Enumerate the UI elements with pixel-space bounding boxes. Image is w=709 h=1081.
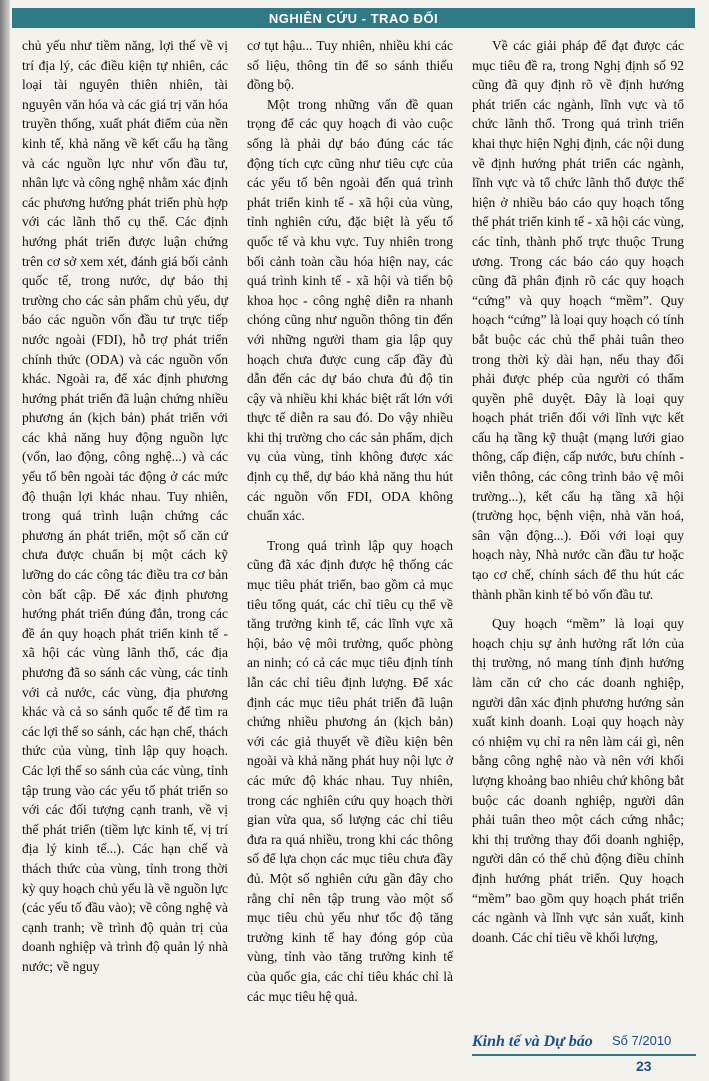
paragraph: chủ yếu như tiềm năng, lợi thế về vị trí địa lý, các điều kiện tự nhiên, các loại tài nguyên thiên nhiên, tài nguyên văn hóa và các giá trị văn hóa truyền thống, xuất phát điểm của nền kinh tế, khả năng về kết cấu hạ tầng và các nguồn lực như vốn đầu tư, nhân lực và công nghệ nhằm xác định các phương hướng phát triển phù hợp với các lãnh thổ cụ thể. Các định hướng phát triển được luận chứng trên cơ sở xem xét, đánh giá bối cảnh quốc tế, trong nước, dự báo thị trường cho các sản phẩm chủ yếu, dự báo các nguồn vốn đầu tư trực tiếp nước ngoài (FDI), hỗ trợ phát triển chính thức (ODA) và các nguồn vốn khác. Ngoài ra, để xác định phương hướng phát triển đã luận chứng nhiều phương án (kịch bản) phát triển với các khả năng huy động nguồn lực (vốn, lao động, công nghệ...) và các yếu tố bên ngoài tác động ở các mức độ thuận lợi khác nhau. Tuy nhiên, trong quá trình luận chứng các phương án phát triển, một số căn cứ chưa được chuẩn bị một cách kỹ lưỡng do các công tác điều tra cơ bản còn bất cập. Để xác định phương hướng phát triển đúng đắn, trong các đề án quy hoạch phát triển kinh tế - xã hội các vùng lãnh thổ, các địa phương đã so sánh các vùng, các tỉnh với cả nước, các vùng, địa phương khác và cả so sánh quốc tế để tìm ra các lợi thế so sánh, các hạn chế, thách thức của vùng, tỉnh lập quy hoạch. Các lợi thế so sánh của các vùng, tỉnh tập trung vào các yếu tố phát triển so với các đối tượng cạnh tranh, về vị thế phát triển (tiềm lực kinh tế, vị trí địa lý kinh tế...). Các hạn chế và thách thức của vùng, tỉnh trong thời kỳ quy hoạch chủ yếu là về nguồn lực (các yếu tố đầu vào); về công nghệ và cạnh tranh; về trình độ quản trị của doanh nghiệp và trình độ quản lý nhà nước; về nguy <box>22 38 228 974</box>
magazine-name: Kinh tế và Dự báo <box>472 1033 593 1050</box>
text-column-2 <box>247 36 453 1006</box>
page-spine-shadow <box>0 0 10 1081</box>
section-header <box>12 8 695 28</box>
paragraph: Trong quá trình lập quy hoạch cũng đã xác định được hệ thống các mục tiêu phát triển, bao gồm cả mục tiêu tổng quát, các chỉ tiêu cụ thể về tăng trưởng kinh tế, các lĩnh vực xã hội, bảo vệ môi trường, quốc phòng an ninh; có cả các mục tiêu định tính lẫn các chỉ tiêu định lượng. Để xác định các mục tiêu phát triển đã luận chứng nhiều phương án (kịch bản) với các giả thuyết về điều kiện bên ngoài và khả năng phát huy nội lực ở các mức độ khác nhau. Tuy nhiên, trong các nghiên cứu quy hoạch thời gian vừa qua, số lượng các chỉ tiêu đưa ra quá nhiều, trong khi các thông số để lựa chọn các mục tiêu chưa đầy đủ. Một số nghiên cứu gần đây cho rằng chỉ nên tập trung vào một số mục tiêu chủ yếu như tốc độ tăng trưởng kinh tế hay đóng góp của vùng, tỉnh vào tăng trưởng kinh tế của quốc gia, các chỉ tiêu khác chỉ là các mục tiêu hệ quả. <box>247 537 453 1004</box>
issue-number: Số 7/2010 <box>612 1033 672 1048</box>
page-number: 23 <box>636 1058 652 1074</box>
paragraph: cơ tụt hậu... Tuy nhiên, nhiều khi các số liệu, thông tin để so sánh thiếu đồng bộ. <box>247 38 453 93</box>
paragraph: Một trong những vấn đề quan trọng để các quy hoạch đi vào cuộc sống là phải dự báo đúng các tác động tích cực cũng như tiêu cực của các yếu tố bên ngoài đến quá trình phát triển kinh tế - xã hội của vùng, tỉnh nghiên cứu, đặc biệt là yếu tố quốc tế và khu vực. Tuy nhiên trong bối cảnh toàn cầu hóa hiện nay, các quá trình kinh tế - xã hội và tiến bộ khoa học - công nghệ diễn ra nhanh chóng cũng như nguồn thông tin đến với những người tham gia lập quy hoạch chưa được cung cấp đầy đủ dẫn đến các dự báo chưa đủ độ tin cậy và nhiều khi khác biệt rất lớn với thực tế diễn ra sau đó. Do vậy nhiều khi thị trường cho các sản phẩm, dịch vụ của vùng, tỉnh không được xác định cụ thể, dự báo khả năng thu hút các nguồn vốn FDI, ODA không chuẩn xác. <box>247 96 453 524</box>
paragraph: Về các giải pháp để đạt được các mục tiêu đề ra, trong Nghị định số 92 cũng đã quy định rõ về định hướng phát triển các ngành, lĩnh vực và tổ chức lãnh thổ. Trong quá trình triển khai thực hiện Nghị định, các nội dung về định hướng phát triển các ngành, lĩnh vực và tổ chức lãnh thổ được thể hiện ở nhiều báo cáo quy hoạch tổng thể phát triển kinh tế - xã hội các vùng, các tỉnh, thành phố trực thuộc Trung ương. Trong các báo cáo quy hoạch cũng đã phân định rõ các quy hoạch “cứng” và quy hoạch “mềm”. Quy hoạch “cứng” là loại quy hoạch có tính bắt buộc các chủ thể phải tuân theo trong thời kỳ dài hạn, nếu thay đổi phải được phép của người có thẩm quyền phê duyệt. Đây là loại quy hoạch phát triển đối với lĩnh vực kết cấu hạ tầng kỹ thuật (mạng lưới giao thông, cấp điện, cấp nước, bưu chính - viễn thông, các công trình bảo vệ môi trường...), kết cấu hạ tầng xã hội (trường học, bệnh viện, nhà văn hoá, sân vận động...). Đối với loại quy hoạch này, Nhà nước cần đầu tư hoặc tạo cơ chế, chính sách để thu hút các thành phần kinh tế bỏ vốn đầu tư. <box>472 38 684 602</box>
section-title: NGHIÊN CỨU - TRAO ĐỔI <box>268 10 439 26</box>
paragraph: Quy hoạch “mềm” là loại quy hoạch chịu sự ảnh hưởng rất lớn của thị trường, nó mang tính định hướng làm căn cứ cho các doanh nghiệp, người dân xác định phương hướng sản xuất kinh doanh. Loại quy hoạch này có nhiệm vụ chỉ ra nên làm cái gì, nên bằng công nghệ nào và nên với khối lượng khoảng bao nhiêu chứ không bắt buộc các doanh nghiệp, người dân phải tuân theo một cách cứng nhắc; khi thị trường thay đổi doanh nghiệp, người dân có thể chủ động điều chỉnh định hướng phát triển. Quy hoạch “mềm” bao gồm quy hoạch phát triển các ngành và lĩnh vực sản xuất, kinh doanh. Các chỉ tiêu về khối lượng, <box>472 616 684 945</box>
footer-divider <box>472 1054 696 1056</box>
text-column-3 <box>472 36 684 947</box>
text-column-1 <box>22 36 228 977</box>
